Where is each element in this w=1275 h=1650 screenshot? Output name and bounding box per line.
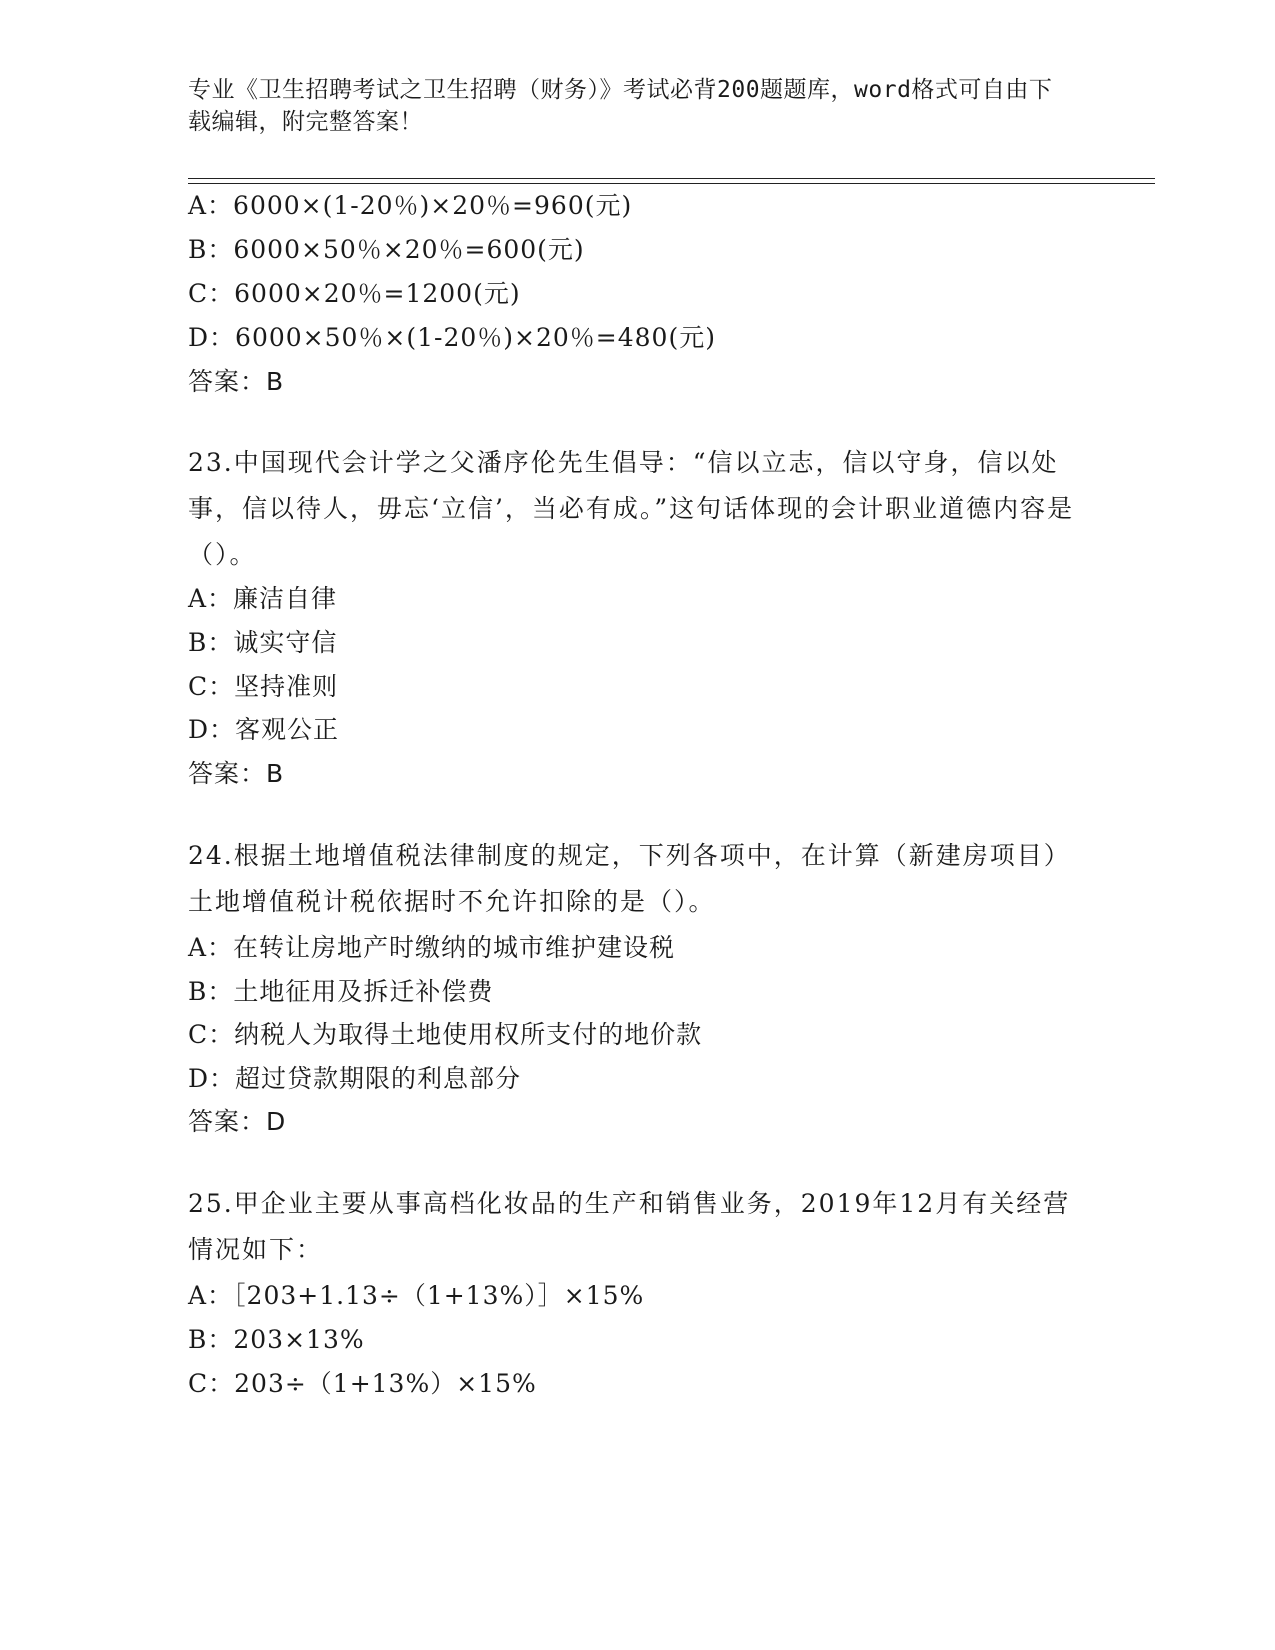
q25-option-b: B：203×13% — [188, 1325, 365, 1354]
q22-answer: 答案：B — [188, 367, 285, 396]
q24-option-d: D：超过贷款期限的利息部分 — [188, 1064, 522, 1093]
q22-option-c: C：6000×20％=1200(元) — [188, 279, 521, 308]
q25-question: 25.甲企业主要从事高档化妆品的生产和销售业务，2019年12月有关经营情况如下： — [188, 1189, 1071, 1264]
q24-block — [188, 833, 1088, 925]
q22-option-a: A：6000×(1-20％)×20％=960(元) — [188, 191, 633, 220]
q24-question: 24.根据土地增值税法律制度的规定，下列各项中，在计算（新建房项目）土地增值税计税依据时不允许扣除的是（）。 — [188, 841, 1071, 916]
q24-answer: 答案：D — [188, 1107, 287, 1136]
header-divider-bottom — [188, 183, 1155, 184]
q23-option-a: A：廉洁自律 — [188, 584, 338, 613]
q25-block — [188, 1181, 1088, 1273]
q23-option-b: B：诚实守信 — [188, 628, 338, 657]
q24-option-b: B：土地征用及拆迁补偿费 — [188, 977, 494, 1006]
q25-option-a: A：［203+1.13÷（1+13%）］×15% — [188, 1281, 645, 1310]
header-description: 专业《卫生招聘考试之卫生招聘（财务）》考试必背200题题库，word格式可自由下载编辑，附完整答案！ — [188, 77, 1053, 135]
q23-option-d: D：客观公正 — [188, 715, 340, 744]
q23-question: 23.中国现代会计学之父潘序伦先生倡导：“信以立志，信以守身，信以处事，信以待人，毋忘‘立信’，当必有成。”这句话体现的会计职业道德内容是（）。 — [188, 448, 1075, 569]
header-divider-top — [188, 178, 1155, 179]
q22-option-b: B：6000×50％×20％=600(元) — [188, 235, 585, 264]
q24-option-a: A：在转让房地产时缴纳的城市维护建设税 — [188, 933, 676, 962]
q25-option-c: C：203÷（1+13%）×15% — [188, 1369, 537, 1398]
q23-block — [188, 440, 1088, 578]
q24-option-c: C：纳税人为取得土地使用权所支付的地价款 — [188, 1020, 703, 1049]
q23-answer: 答案：B — [188, 759, 285, 788]
q23-option-c: C：坚持准则 — [188, 672, 339, 701]
q22-option-d: D：6000×50％×(1-20％)×20％=480(元) — [188, 323, 716, 352]
